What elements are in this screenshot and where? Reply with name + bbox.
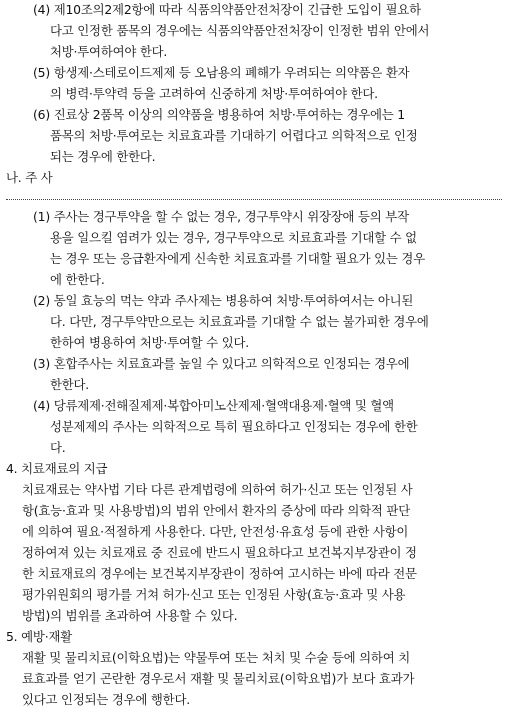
text-line: 다. 다만, 경구투약만으로는 치료효과를 기대할 수 없는 불가피한 경우에 bbox=[50, 314, 429, 329]
section-heading: 4. 치료재료의 지급 bbox=[6, 461, 108, 476]
text-line: 에 의하여 필요·적절하게 사용한다. 다만, 안전성·유효성 등에 관한 사항이 bbox=[22, 524, 409, 539]
text-line: 성분제제의 주사는 의학적으로 특히 필요하다고 인정되는 경우에 한한 bbox=[50, 419, 418, 434]
text-line: 평가위원회의 평가를 거쳐 허가·신고 또는 인정된 사항(효능·효과 및 사용 bbox=[22, 587, 406, 602]
section-heading: 5. 예방·재활 bbox=[6, 629, 72, 644]
text-line: 한하여 병용하여 처방·투여할 수 있다. bbox=[50, 335, 249, 350]
text-line: 있다고 인정되는 경우에 행한다. bbox=[22, 692, 190, 707]
text-line: (4) 제10조의2제2항에 따라 식품의약품안전처장이 긴급한 도입이 필요하 bbox=[33, 2, 421, 17]
text-line: 품목의 처방·투여로는 치료효과를 기대하기 어렵다고 의학적으로 인정 bbox=[50, 128, 418, 143]
text-line: (6) 진료상 2품목 이상의 의약품을 병용하여 처방·투여하는 경우에는 1 bbox=[33, 107, 405, 122]
subsection-heading: 나. 주 사 bbox=[6, 170, 53, 185]
text-line: 는 경우 또는 응급환자에게 신속한 치료효과를 기대할 필요가 있는 경우 bbox=[50, 251, 425, 266]
text-line: 의 병력·투약력 등을 고려하여 신중하게 처방·투여하여야 한다. bbox=[50, 86, 378, 101]
text-line: 료효과를 얻기 곤란한 경우로서 재활 및 물리치료(이학요법)가 보다 효과가 bbox=[22, 671, 415, 686]
text-line: 되는 경우에 한한다. bbox=[50, 149, 156, 164]
text-line: (3) 혼합주사는 치료효과를 높일 수 있다고 의학적으로 인정되는 경우에 bbox=[33, 356, 410, 371]
text-line: 방법)의 범위를 초과하여 사용할 수 있다. bbox=[22, 608, 238, 623]
text-line: 다. bbox=[50, 440, 66, 455]
text-line: (5) 항생제·스테로이드제제 등 오남용의 폐해가 우려되는 의약품은 환자 bbox=[33, 65, 410, 80]
text-line: 용을 일으킬 염려가 있는 경우, 경구투약으로 치료효과를 기대할 수 없 bbox=[50, 230, 417, 245]
text-line: 치료재료는 약사법 기타 다른 관계법령에 의하여 허가·신고 또는 인정된 사 bbox=[22, 482, 413, 497]
text-line: 한 치료재료의 경우에는 보건복지부장관이 정하여 고시하는 바에 따라 전문 bbox=[22, 566, 417, 581]
text-line: 에 한한다. bbox=[50, 272, 105, 287]
text-line: 재활 및 물리치료(이학요법)는 약물투여 또는 처치 및 수술 등에 의하여 치 bbox=[22, 650, 410, 665]
text-line: (2) 동일 효능의 먹는 약과 주사제는 병용하여 처방·투여하여서는 아니된 bbox=[33, 293, 414, 308]
text-line: 항(효능·효과 및 사용방법)의 범위 안에서 환자의 증상에 따라 의학적 판단 bbox=[22, 503, 410, 518]
text-line: 한한다. bbox=[50, 377, 90, 392]
text-line: 처방·투여하여야 한다. bbox=[50, 44, 168, 59]
text-line: (1) 주사는 경구투약을 할 수 없는 경우, 경구투약시 위장장애 등의 부작 bbox=[33, 209, 409, 224]
text-line: 다고 인정한 품목의 경우에는 식품의약품안전처장이 인정한 범위 안에서 bbox=[50, 23, 430, 38]
text-line: (4) 당류제제·전해질제제·복합아미노산제제·혈액대용제·혈액 및 혈액 bbox=[33, 398, 394, 413]
page-break-separator bbox=[6, 199, 502, 200]
text-line: 정하여져 있는 치료재료 중 진료에 반드시 필요하다고 보건복지부장관이 정 bbox=[22, 545, 417, 560]
